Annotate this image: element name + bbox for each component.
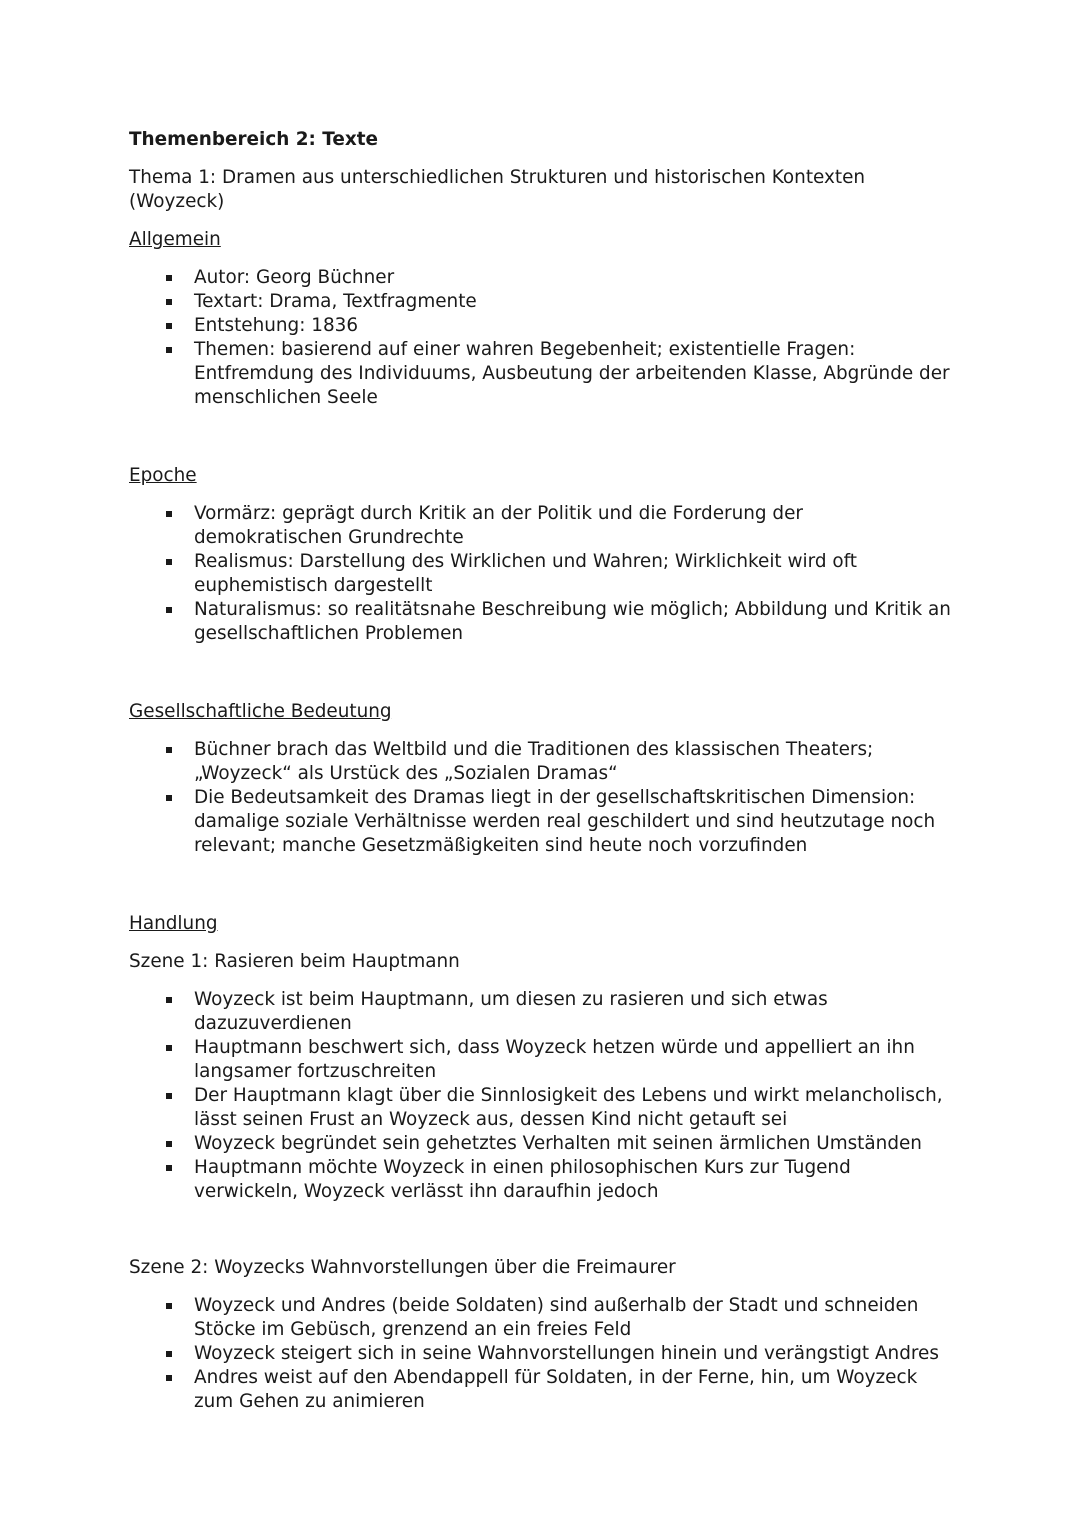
section-heading-allgemein: Allgemein (129, 229, 221, 250)
bedeutung-list (129, 738, 959, 858)
document-title: Themenbereich 2: Texte (129, 129, 378, 150)
thema-line: Thema 1: Dramen aus unterschiedlichen Strukturen und historischen Kontexten (Woyzeck) (129, 167, 866, 212)
list-item: Woyzeck ist beim Hauptmann, um diesen zu rasieren und sich etwas dazuzuverdienen (129, 988, 959, 1036)
bullet-icon (166, 347, 172, 353)
list-item: Naturalismus: so realitätsnahe Beschreibung wie möglich; Abbildung und Kritik an gesellschaftlichen Problemen (129, 598, 959, 646)
bullet-icon (166, 1303, 172, 1309)
list-item: Themen: basierend auf einer wahren Begebenheit; existentielle Fragen: Entfremdung des Individuums, Ausbeutung der arbeitenden Klasse, Abgründe der menschlichen Seele (129, 338, 959, 410)
bullet-icon (166, 1351, 172, 1357)
list-item: Der Hauptmann klagt über die Sinnlosigkeit des Lebens und wirkt melancholisch, lässt seinen Frust an Woyzeck aus, dessen Kind nicht getauft sei (129, 1084, 959, 1132)
epoche-list (129, 502, 959, 646)
bullet-icon (166, 511, 172, 517)
section-heading-handlung: Handlung (129, 913, 218, 934)
list-item: Woyzeck und Andres (beide Soldaten) sind außerhalb der Stadt und schneiden Stöcke im Gebüsch, grenzend an ein freies Feld (129, 1294, 959, 1342)
section-heading-epoche: Epoche (129, 465, 197, 486)
list-item: Realismus: Darstellung des Wirklichen und Wahren; Wirklichkeit wird oft euphemistisch dargestellt (129, 550, 959, 598)
list-item: Andres weist auf den Abendappell für Soldaten, in der Ferne, hin, um Woyzeck zum Gehen zu animieren (129, 1366, 959, 1414)
list-item: Woyzeck steigert sich in seine Wahnvorstellungen hinein und verängstigt Andres (129, 1342, 959, 1366)
list-item: Hauptmann beschwert sich, dass Woyzeck hetzen würde und appelliert an ihn langsamer fortzuschreiten (129, 1036, 959, 1084)
scene-1-list (129, 988, 959, 1204)
scene-2-list (129, 1294, 959, 1414)
bullet-icon (166, 323, 172, 329)
list-item: Die Bedeutsamkeit des Dramas liegt in der gesellschaftskritischen Dimension: damalige soziale Verhältnisse werden real geschildert und sind heutzutage noch relevant; manche Gesetzmäßigkeiten sind heute noch vorzufinden (129, 786, 959, 858)
list-item: Entstehung: 1836 (129, 314, 959, 338)
bullet-icon (166, 1165, 172, 1171)
scene-title: Szene 1: Rasieren beim Hauptmann (129, 951, 460, 972)
list-item: Hauptmann möchte Woyzeck in einen philosophischen Kurs zur Tugend verwickeln, Woyzeck verlässt ihn daraufhin jedoch (129, 1156, 959, 1204)
bullet-icon (166, 1093, 172, 1099)
list-item: Autor: Georg Büchner (129, 266, 959, 290)
bullet-icon (166, 1141, 172, 1147)
list-item: Büchner brach das Weltbild und die Traditionen des klassischen Theaters; „Woyzeck“ als Urstück des „Sozialen Dramas“ (129, 738, 959, 786)
list-item: Textart: Drama, Textfragmente (129, 290, 959, 314)
bullet-icon (166, 607, 172, 613)
bullet-icon (166, 1375, 172, 1381)
bullet-icon (166, 1045, 172, 1051)
bullet-icon (166, 747, 172, 753)
bullet-icon (166, 275, 172, 281)
list-item: Woyzeck begründet sein gehetztes Verhalten mit seinen ärmlichen Umständen (129, 1132, 959, 1156)
list-item: Vormärz: geprägt durch Kritik an der Politik und die Forderung der demokratischen Grundrechte (129, 502, 959, 550)
bullet-icon (166, 559, 172, 565)
document-page (129, 128, 959, 1414)
bullet-icon (166, 795, 172, 801)
bullet-icon (166, 299, 172, 305)
allgemein-list (129, 266, 959, 410)
bullet-icon (166, 997, 172, 1003)
scene-title: Szene 2: Woyzecks Wahnvorstellungen über die Freimaurer (129, 1257, 676, 1278)
section-heading-gesellschaftliche-bedeutung: Gesellschaftliche Bedeutung (129, 701, 392, 722)
